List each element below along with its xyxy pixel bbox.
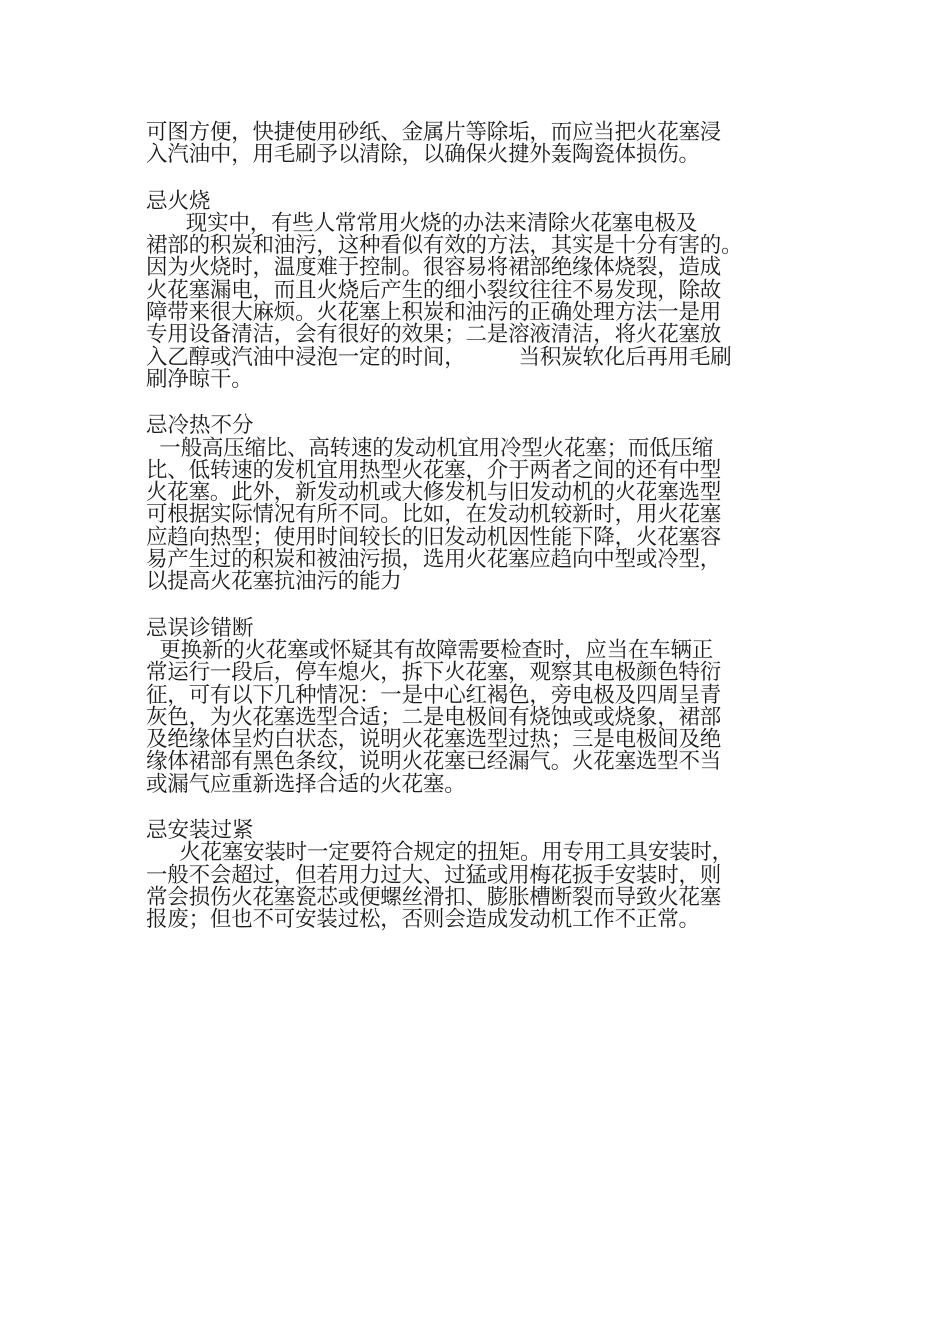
section-heading: 忌火烧 [146, 188, 211, 214]
document-page [146, 122, 808, 932]
section-overtight [146, 820, 808, 931]
paragraph-line: 更换新的火花塞或怀疑其有故障需要检查时，应当在车辆正 [146, 637, 714, 663]
paragraph-line: 刷净晾干。 [146, 366, 253, 392]
paragraph-line: 火花塞漏电，而且火烧后产生的细小裂纹往往不易发现，除故 [146, 277, 722, 303]
section-heading: 忌冷热不分 [146, 413, 254, 439]
intro-paragraph [146, 122, 808, 167]
paragraph-line: 易产生过的积炭和被油污损，选用火花塞应趋向中型或冷型， [146, 547, 722, 573]
paragraph-line: 或漏气应重新选择合适的火花塞。 [146, 771, 466, 797]
paragraph-line: 障带来很大麻烦。火花塞上积炭和油污的正确处理方法一是用 [146, 300, 722, 326]
paragraph-line: 常会损伤火花塞瓷芯或便螺丝滑扣、膨胀槽断裂而导致火花塞 [146, 884, 722, 910]
paragraph-line: 常运行一段后，停车熄火，拆下火花塞，观察其电极颜色特衍 [146, 660, 722, 686]
section-fire [146, 188, 808, 392]
paragraph-line: 现实中，有些人常常用火烧的办法来清除火花塞电极及 [146, 210, 698, 236]
section-heading: 忌误诊错断 [146, 615, 254, 641]
paragraph-line: 灰色，为火花塞选型合适；二是电极间有烧蚀或或烧象，裙部 [146, 704, 722, 730]
paragraph-line: 裙部的积炭和油污，这种看似有效的方法，其实是十分有害的。 [146, 233, 743, 259]
paragraph-line: 一般不会超过，但若用力过大、过猛或用梅花扳手安装时，则 [146, 862, 722, 888]
paragraph-line: 比、低转速的发机宜用热型火花塞，介于两者之间的还有中型 [146, 457, 722, 483]
paragraph-line: 缘体裙部有黑色条纹，说明火花塞已经漏气。火花塞选型不当 [146, 749, 722, 775]
paragraph-line: 专用设备清洁，会有很好的效果；二是溶液清洁，将火花塞放 [146, 322, 722, 348]
paragraph-line: 应趋向热型；使用时间较长的旧发动机因性能下降，火花塞容 [146, 524, 722, 550]
paragraph-line: 火花塞。此外，新发动机或大修发机与旧发动机的火花塞选型 [146, 480, 722, 506]
paragraph-line: 报废；但也不可安装过松，否则会造成发动机工作不正常。 [146, 907, 700, 933]
paragraph-line: 以提高火花塞抗油污的能力 [146, 569, 402, 595]
paragraph-line: 火花塞安装时一定要符合规定的扭矩。用专用工具安装时， [146, 840, 733, 866]
paragraph-line: 入汽油中，用毛刷予以清除，以确保火揵外轰陶瓷体损伤。 [146, 142, 700, 168]
section-heading: 忌安装过紧 [146, 818, 254, 844]
paragraph-line: 可图方便，快捷使用砂纸、金属片等除垢，而应当把火花塞浸 [146, 120, 722, 145]
section-hot-cold [146, 415, 808, 593]
paragraph-line: 一般高压缩比、高转速的发动机宜用冷型火花塞；而低压缩 [146, 435, 714, 461]
paragraph-line: 及绝缘体呈灼白状态，说明火花塞选型过热；三是电极间及绝 [146, 727, 722, 753]
paragraph-line: 因为火烧时，温度难于控制。很容易将裙部绝缘体烧裂，造成 [146, 255, 722, 281]
section-misdiagnosis [146, 615, 808, 797]
paragraph-line: 入乙醇或汽油中浸泡一定的时间， 当积炭软化后再用毛刷 [146, 344, 732, 370]
paragraph-line: 征，可有以下几种情况：一是中心红褐色，旁电极及四周呈青 [146, 682, 722, 708]
paragraph-line: 可根据实际情况有所不同。比如，在发动机较新时，用火花塞 [146, 502, 722, 528]
